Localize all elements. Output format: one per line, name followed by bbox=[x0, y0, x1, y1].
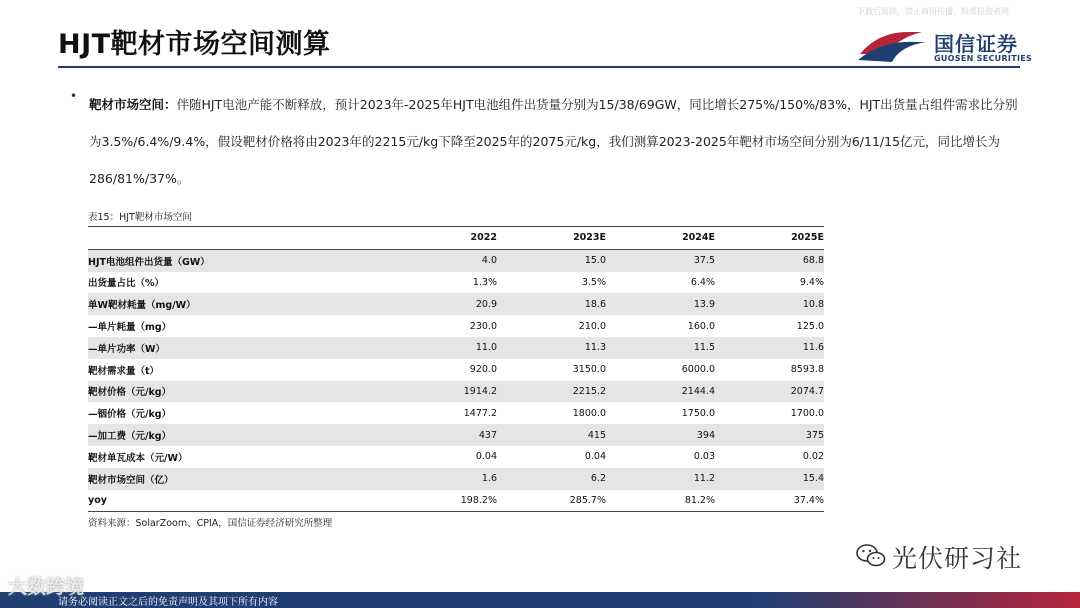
table-row bbox=[88, 490, 824, 512]
bottom-left-watermark: 大数跨境 bbox=[8, 576, 85, 598]
table-cell: 437 bbox=[388, 424, 497, 446]
table-cell: 18.6 bbox=[497, 293, 606, 315]
market-size-table bbox=[88, 227, 824, 512]
table-cell: 3150.0 bbox=[572, 364, 606, 376]
table-cell: 1914.2 bbox=[388, 381, 497, 403]
table-cell: 1.6 bbox=[388, 468, 497, 490]
body-paragraph bbox=[89, 86, 1029, 197]
table-cell: 1750.0 bbox=[681, 407, 715, 419]
table-cell: 160.0 bbox=[687, 320, 715, 332]
table-cell: 3.5% bbox=[581, 276, 606, 288]
table-cell: 81.2% bbox=[606, 490, 715, 512]
table-cell: 20.9 bbox=[388, 293, 497, 315]
table-cell: 1.3% bbox=[472, 276, 497, 288]
table-cell: 15.4 bbox=[715, 468, 824, 490]
table-row bbox=[88, 337, 824, 359]
table-header-cell: 2022 bbox=[388, 227, 497, 249]
table-cell: 37.4% bbox=[715, 490, 824, 512]
table-row bbox=[88, 381, 824, 403]
table-cell: 11.2 bbox=[606, 468, 715, 490]
page-title: HJT靶材市场空间测算 bbox=[58, 29, 331, 60]
table-row bbox=[88, 424, 824, 446]
table-cell: 375 bbox=[715, 424, 824, 446]
table-row bbox=[88, 446, 824, 468]
table-cell: 68.8 bbox=[715, 249, 824, 271]
table-cell: 15.0 bbox=[497, 249, 606, 271]
table-cell: 0.03 bbox=[693, 451, 715, 463]
top-watermark: 下载后阅读，禁止商用传播，股票投资者网 bbox=[857, 7, 1009, 16]
table-cell: 230.0 bbox=[469, 320, 497, 332]
table-cell: 6.2 bbox=[497, 468, 606, 490]
table-cell: 125.0 bbox=[796, 320, 824, 332]
row-label: 单W靶材耗量（mg/W） bbox=[88, 293, 388, 315]
row-label: 靶材市场空间（亿） bbox=[88, 468, 388, 490]
table-caption: 表15：HJT靶材市场空间 bbox=[88, 212, 192, 223]
table-cell: 6.4% bbox=[690, 276, 715, 288]
wechat-watermark: 光伏研习社 bbox=[892, 544, 1023, 573]
table-cell: 13.9 bbox=[606, 293, 715, 315]
row-label: 出货量占比（%） bbox=[88, 278, 165, 290]
table-row bbox=[88, 402, 824, 424]
row-label: —加工费（元/kg） bbox=[88, 424, 388, 446]
row-label: 靶材单瓦成本（元/W） bbox=[88, 452, 188, 464]
table-row bbox=[88, 293, 824, 315]
table-header-cell: 2025E bbox=[715, 227, 824, 249]
table-header-row bbox=[88, 227, 824, 249]
table-cell: 0.04 bbox=[475, 451, 497, 463]
table-cell: 8593.8 bbox=[790, 364, 824, 376]
table-source: 资料来源：SolarZoom、CPIA，国信证券经济研究所整理 bbox=[88, 518, 333, 529]
table-cell: 1800.0 bbox=[572, 407, 606, 419]
row-label: 靶材价格（元/kg） bbox=[88, 381, 388, 403]
row-label: yoy bbox=[88, 490, 388, 512]
table-cell: 1700.0 bbox=[790, 407, 824, 419]
logo-name-en: GUOSEN SECURITIES bbox=[934, 54, 1033, 63]
row-label: —单片耗量（mg） bbox=[88, 322, 172, 334]
table-cell: 920.0 bbox=[469, 364, 497, 376]
row-label: —铟价格（元/kg） bbox=[88, 409, 172, 421]
table-cell: 210.0 bbox=[578, 320, 606, 332]
table-cell: 6000.0 bbox=[681, 364, 715, 376]
bullet-marker: • bbox=[70, 89, 78, 103]
row-label: HJT电池组件出货量（GW） bbox=[88, 249, 388, 271]
table-cell: 198.2% bbox=[388, 490, 497, 512]
table-cell: 285.7% bbox=[497, 490, 606, 512]
table-cell: 11.0 bbox=[388, 337, 497, 359]
table-header-cell bbox=[88, 227, 388, 249]
table-cell: 415 bbox=[497, 424, 606, 446]
logo-name-cn: 国信证券 bbox=[934, 32, 1018, 56]
table-row bbox=[88, 249, 824, 271]
table-cell: 0.02 bbox=[802, 451, 824, 463]
table-cell: 37.5 bbox=[606, 249, 715, 271]
table-cell: 9.4% bbox=[799, 276, 824, 288]
table-cell: 4.0 bbox=[388, 249, 497, 271]
table-row bbox=[88, 315, 824, 337]
table-cell: 11.6 bbox=[715, 337, 824, 359]
table-cell: 2144.4 bbox=[606, 381, 715, 403]
wechat-icon bbox=[856, 543, 886, 569]
table-header-cell: 2023E bbox=[497, 227, 606, 249]
row-label: —单片功率（W） bbox=[88, 337, 388, 359]
table-header-cell: 2024E bbox=[606, 227, 715, 249]
row-label: 靶材需求量（t） bbox=[88, 365, 160, 377]
table-row bbox=[88, 272, 824, 294]
table-cell: 0.04 bbox=[584, 451, 606, 463]
table-row bbox=[88, 468, 824, 490]
table-cell: 2215.2 bbox=[497, 381, 606, 403]
table-cell: 11.5 bbox=[606, 337, 715, 359]
table-cell: 394 bbox=[606, 424, 715, 446]
table-cell: 11.3 bbox=[497, 337, 606, 359]
table-cell: 1477.2 bbox=[463, 407, 497, 419]
table-cell: 2074.7 bbox=[715, 381, 824, 403]
table-row bbox=[88, 359, 824, 381]
footer-disclaimer: 请务必阅读正文之后的免责声明及其项下所有内容 bbox=[58, 597, 278, 608]
paragraph-text: 伴随HJT电池产能不断释放，预计2023年-2025年HJT电池组件出货量分别为15/38/69GW，同比增长275%/150%/83%，HJT出货量占组件需求比分别为3.5%/6.4%/9.4%，假设靶材价格将由2023年的2215元/kg下降至2025年的2075元/kg，我们测算2023-2025年靶材市场空间分别为6/11/15亿元，同比增长为286/81%/37%。 bbox=[89, 97, 1018, 186]
table-cell: 10.8 bbox=[715, 293, 824, 315]
paragraph-lead: 靶材市场空间： bbox=[89, 97, 177, 112]
